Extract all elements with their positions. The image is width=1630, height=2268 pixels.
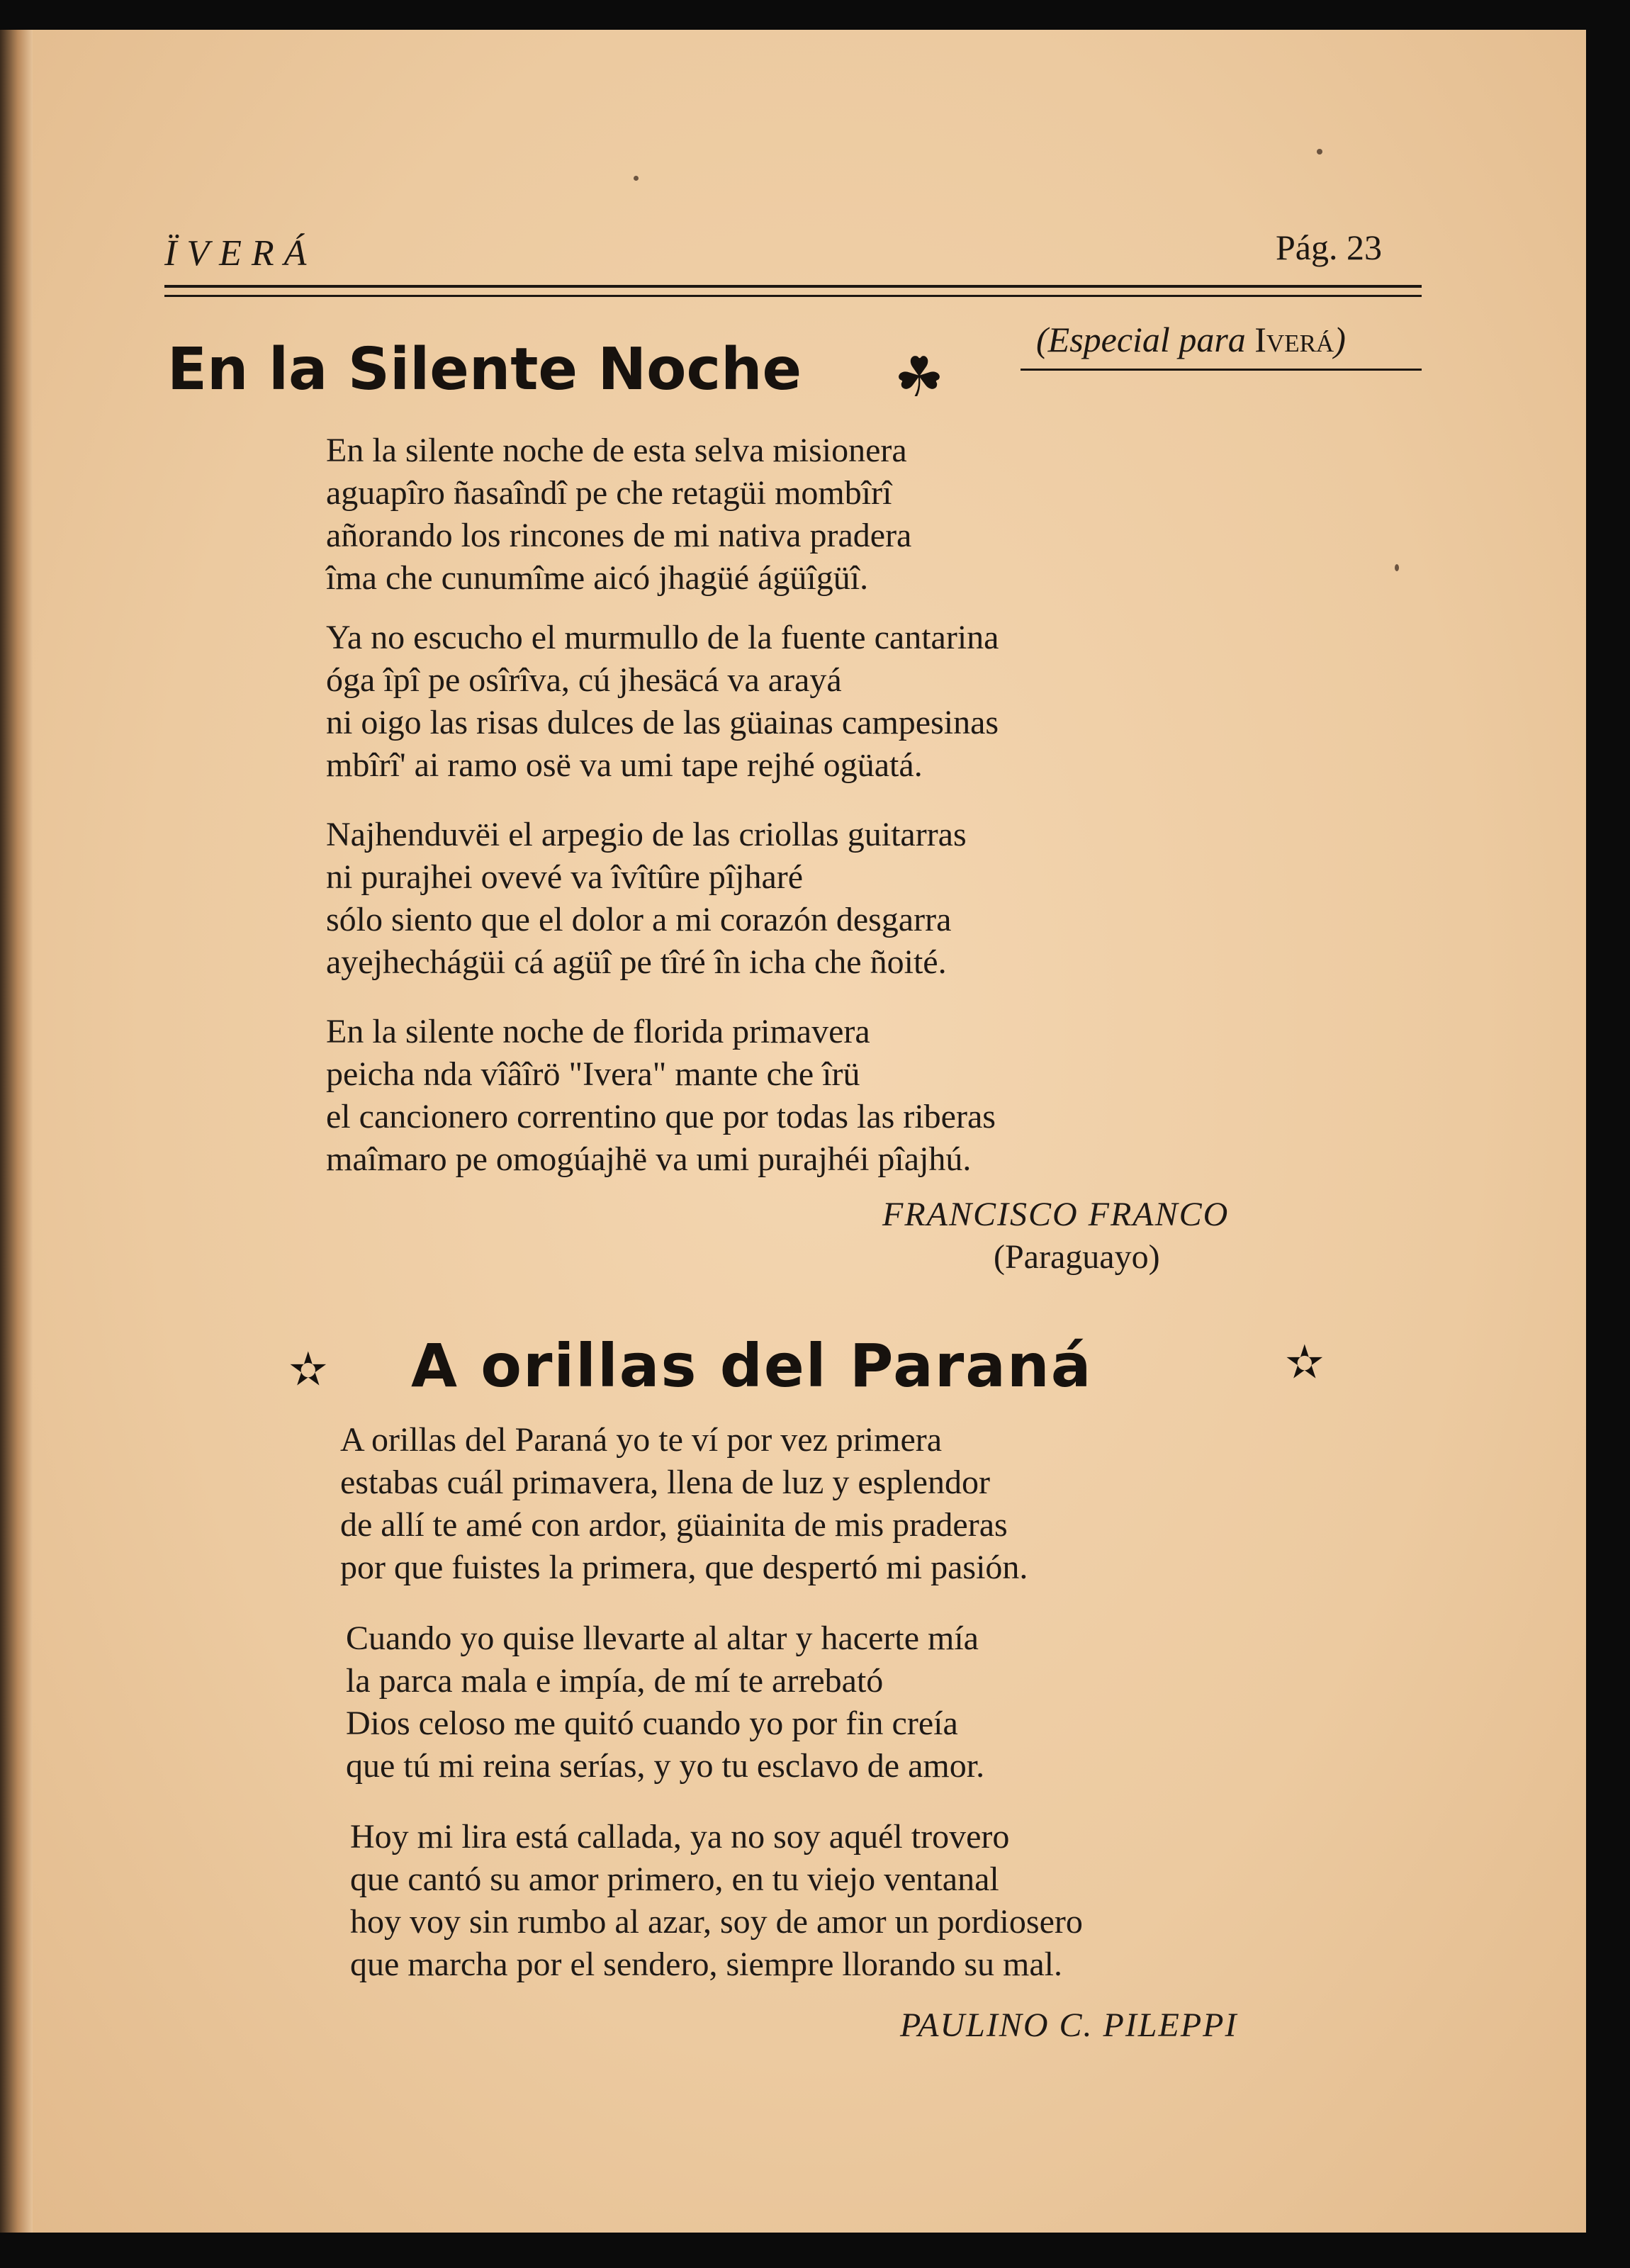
page-binding-edge bbox=[0, 30, 33, 2234]
verse-line: A orillas del Paraná yo te ví por vez primera bbox=[340, 1421, 943, 1459]
verse-line: ayejhechágüi cá agüî pe tîré în icha che ñoité. bbox=[326, 943, 947, 981]
dedication-prefix: (Especial para bbox=[1036, 320, 1246, 359]
verse-line: que cantó su amor primero, en tu viejo ventanal bbox=[350, 1860, 999, 1898]
poem2-title: A orillas del Paraná bbox=[411, 1331, 1093, 1400]
poem1-stanza-2 bbox=[326, 617, 999, 787]
verse-line: En la silente noche de esta selva misionera bbox=[326, 432, 907, 469]
scan-border-top bbox=[0, 0, 1630, 31]
page-number: Pág. 23 bbox=[1276, 228, 1382, 267]
magazine-name: ÏVERÁ bbox=[164, 233, 317, 274]
clover-ornament-icon: ☘ bbox=[894, 346, 944, 410]
verse-line: Dios celoso me quitó cuando yo por fin creía bbox=[346, 1705, 958, 1742]
poem1-stanza-1 bbox=[326, 430, 911, 600]
verse-line: ni purajhei ovevé va îvîtûre pîjharé bbox=[326, 858, 804, 896]
verse-line: mbîrî' ai ramo osë va umi tape rejhé ogüatá. bbox=[326, 746, 923, 784]
verse-line: peicha nda vîâîrö "Ivera" mante che îrü bbox=[326, 1055, 860, 1093]
verse-line: îma che cunumîme aicó jhagüé ágüîgüî. bbox=[326, 559, 869, 597]
header-rule-secondary bbox=[164, 295, 1422, 297]
verse-line: el cancionero correntino que por todas las riberas bbox=[326, 1098, 996, 1135]
verse-line: maîmaro pe omogúajhë va umi purajhéi pîajhú. bbox=[326, 1140, 972, 1178]
poem2-stanza-2 bbox=[346, 1617, 984, 1787]
verse-line: aguapîro ñasaîndî pe che retagüi mombîrî bbox=[326, 474, 892, 512]
verse-line: ni oigo las risas dulces de las güainas campesinas bbox=[326, 704, 999, 741]
star-left-icon: ✫ bbox=[289, 1344, 327, 1396]
verse-line: que tú mi reina serías, y yo tu esclavo de amor. bbox=[346, 1747, 985, 1785]
verse-line: Ya no escucho el murmullo de la fuente cantarina bbox=[326, 619, 999, 656]
poem1-stanza-4 bbox=[326, 1011, 996, 1181]
verse-line: que marcha por el sendero, siempre llorando su mal. bbox=[350, 1946, 1062, 1983]
verse-line: de allí te amé con ardor, güainita de mis praderas bbox=[340, 1506, 1008, 1544]
scan-border-right bbox=[1586, 0, 1630, 2268]
verse-line: Cuando yo quise llevarte al altar y hacerte mía bbox=[346, 1619, 979, 1657]
verse-line: la parca mala e impía, de mí te arrebató bbox=[346, 1662, 884, 1700]
verse-line: sólo siento que el dolor a mi corazón desgarra bbox=[326, 901, 952, 938]
dedication-name: Iverá bbox=[1254, 320, 1334, 359]
verse-line: óga îpî pe osîrîva, cú jhesäcá va arayá bbox=[326, 661, 842, 699]
verse-line: estabas cuál primavera, llena de luz y esplendor bbox=[340, 1464, 990, 1501]
paper-speck bbox=[1317, 149, 1322, 155]
poem1-title: En la Silente Noche bbox=[167, 336, 802, 403]
poem1-stanza-3 bbox=[326, 814, 967, 984]
star-right-icon: ✫ bbox=[1286, 1337, 1324, 1389]
poem1-author: FRANCISCO FRANCO bbox=[882, 1196, 1230, 1233]
verse-line: Najhenduvëi el arpegio de las criollas guitarras bbox=[326, 816, 967, 853]
poem2-stanza-3 bbox=[350, 1816, 1083, 1986]
header-rule bbox=[164, 285, 1422, 288]
poem1-author-origin: (Paraguayo) bbox=[994, 1238, 1160, 1276]
verse-line: En la silente noche de florida primavera bbox=[326, 1013, 870, 1050]
scan-border-bottom bbox=[0, 2233, 1630, 2268]
verse-line: por que fuistes la primera, que despertó mi pasión. bbox=[340, 1549, 1028, 1586]
dedication-suffix: ) bbox=[1334, 320, 1346, 359]
dedication-rule bbox=[1021, 369, 1422, 371]
paper-speck bbox=[634, 176, 639, 181]
verse-line: Hoy mi lira está callada, ya no soy aquél trovero bbox=[350, 1818, 1010, 1856]
paper-speck bbox=[1395, 564, 1399, 571]
verse-line: añorando los rincones de mi nativa pradera bbox=[326, 517, 912, 554]
poem2-author: PAULINO C. PILEPPI bbox=[900, 2006, 1238, 2044]
verse-line: hoy voy sin rumbo al azar, soy de amor un pordiosero bbox=[350, 1903, 1083, 1941]
dedication bbox=[1036, 319, 1346, 360]
poem2-stanza-1 bbox=[340, 1419, 1028, 1589]
